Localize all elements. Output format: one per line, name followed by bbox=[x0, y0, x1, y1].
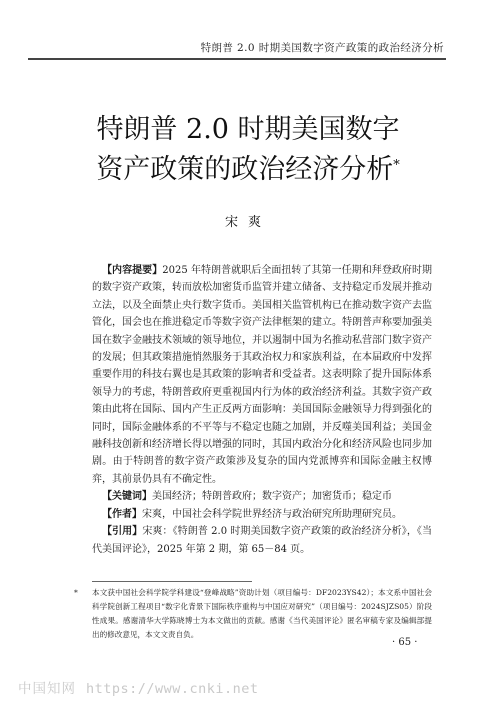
title-line-2: 资产政策的政治经济分析 bbox=[96, 154, 394, 185]
watermark-brand: 中国知网 bbox=[18, 681, 76, 697]
abstract-text: 2025 年特朗普就职后全面扭转了其第一任期和拜登政府时期的数字资产政策，转而放松加密货币监管并建立储备、支持稳定币发展并推动立法，以及全面禁止央行数字货币。美国相关监管机构已在推动数字资产去监管化，国会也在推进稳定币等数字资产法律框架的建立。特朗普声称要加强美国在数字金融技术领域的领导地位，并以遏制中国为名推动私营部门数字资产的发展；但其政策措施悄然服务于其政治权力和家族利益，在本届政府中发挥重要作用的科技右翼也是其政策的影响者和受益者。这表明除了提升国际体系领导力的考虑，特朗普政府更重视国内行为体的政治经济利益。其数字资产政策由此将在国际、国内产生正反两方面影响：美国国际金融领导力得到强化的同时，国际金融体系的不平等与不稳定也随之加剧，并反噬美国利益；美国金融科技创新和经济增长得以增强的同时，其国内政治分化和经济风险也同步加剧。由于特朗普的数字资产政策涉及复杂的国内党派博弈和国际金融主权博弈，其前景仍具有不确定性。 bbox=[92, 265, 432, 485]
abstract-paragraph bbox=[92, 262, 432, 488]
abstract-block bbox=[92, 262, 432, 558]
abstract-label: 【内容提要】 bbox=[102, 265, 163, 276]
keywords-text: 美国经济；特朗普政府；数字资产；加密货币；稳定币 bbox=[152, 491, 392, 503]
keywords-paragraph bbox=[92, 488, 432, 505]
page-number: · 65 · bbox=[392, 637, 418, 648]
article-title bbox=[0, 110, 496, 190]
cnki-watermark bbox=[18, 677, 259, 697]
header-rule bbox=[28, 58, 446, 60]
title-footnote-mark: * bbox=[393, 158, 400, 173]
author-name: 宋爽 bbox=[224, 215, 271, 230]
citation-paragraph bbox=[92, 523, 432, 558]
citation-label: 【引用】 bbox=[102, 526, 143, 538]
watermark-url: https://www.cnki.net bbox=[86, 681, 259, 697]
author-info-paragraph bbox=[92, 506, 432, 523]
footnote-mark: * bbox=[74, 588, 78, 597]
author-info-text: 宋爽，中国社会科学院世界经济与政治研究所助理研究员。 bbox=[142, 508, 402, 520]
citation-text: 宋爽：《特朗普 2.0 时期美国数字资产政策的政治经济分析》，《当代美国评论》，2025 年第 2 期，第 65－84 页。 bbox=[92, 526, 433, 555]
title-line-1: 特朗普 2.0 时期美国数字 bbox=[96, 114, 400, 145]
author-info-label: 【作者】 bbox=[102, 508, 142, 520]
footnote bbox=[74, 586, 432, 642]
footnote-rule bbox=[92, 581, 252, 582]
running-head: 特朗普 2.0 时期美国数字资产政策的政治经济分析 bbox=[200, 42, 444, 54]
footnote-text: 本文获中国社会科学院学科建设“登峰战略”资助计划（项目编号：DF2023YS42）；本文系中国社会科学院创新工程项目“数字化背景下国际秩序重构与中国应对研究”（项目编号：2024SJZS05）阶段性成果。感谢清华大学陈晓博士为本文做出的贡献。感谢《当代美国评论》匿名审稿专家及编辑部提出的修改意见，本文文责自负。 bbox=[92, 588, 432, 639]
keywords-label: 【关键词】 bbox=[102, 491, 152, 503]
